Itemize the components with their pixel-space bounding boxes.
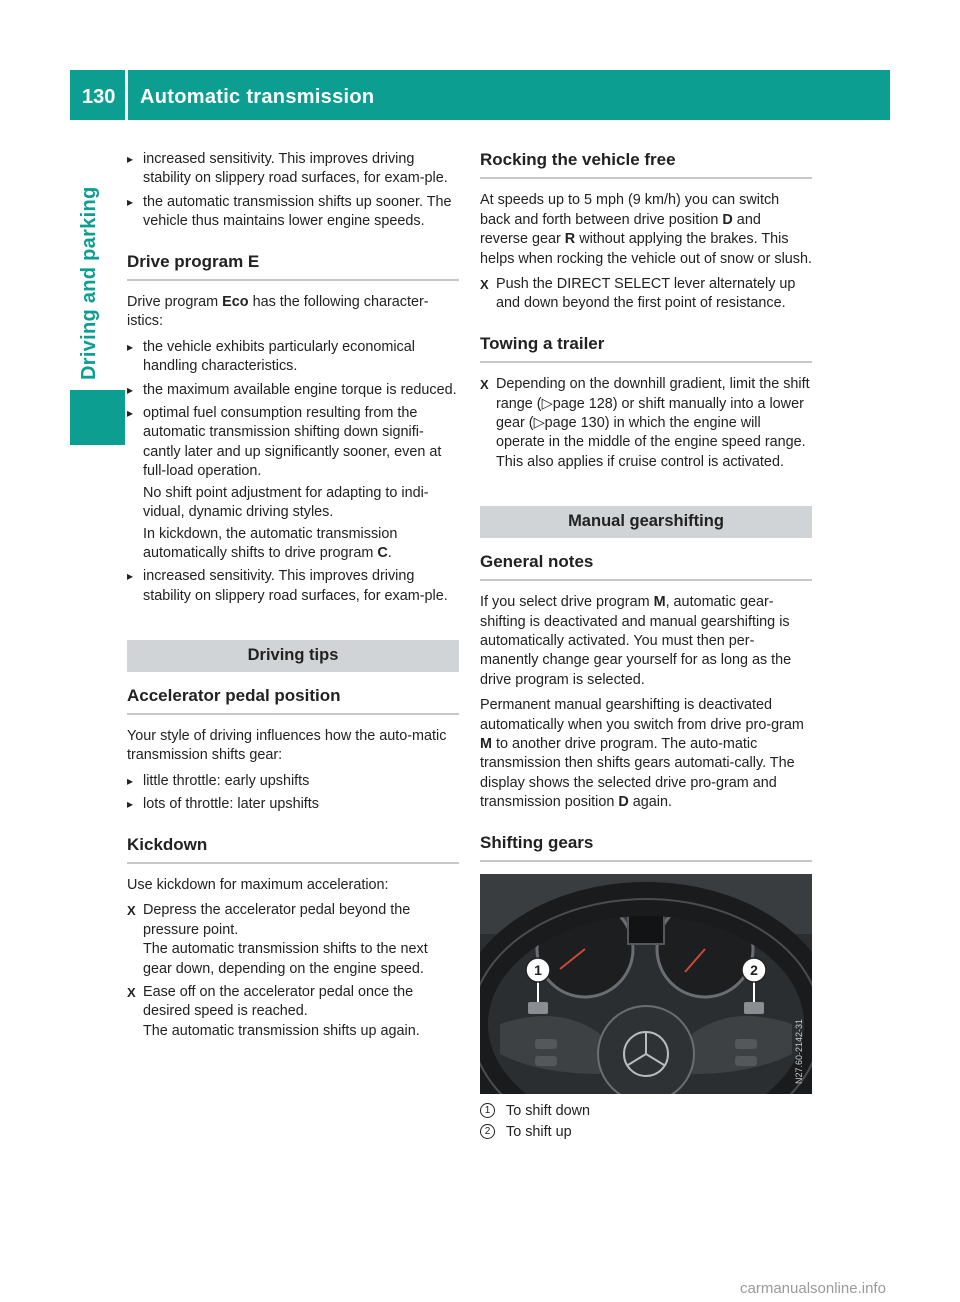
box-heading-driving-tips: Driving tips [127, 640, 459, 671]
paragraph: Use kickdown for maximum acceleration: [127, 876, 389, 893]
page-title: Automatic transmission [140, 86, 375, 108]
paragraph: Drive program Eco has the following character-istics: [127, 294, 429, 330]
list-item: ▸ little throttle: early upshifts [127, 772, 459, 791]
list-item: ▸ the vehicle exhibits particularly economical handling characteristics. [127, 338, 459, 377]
step-result: The automatic transmission shifts to the next gear down, depending on the engine speed. [143, 941, 428, 977]
instruction-step: X Ease off on the accelerator pedal once the desired speed is reached. The automatic transmission shifts up again. [127, 983, 459, 1041]
box-heading-manual-gearshifting: Manual gearshifting [480, 506, 812, 537]
steering-wheel-illustration [480, 874, 812, 1094]
page-ref-arrow-icon: ▷ [533, 415, 545, 432]
list-item: ▸ the automatic transmission shifts up sooner. The vehicle thus maintains lower engine speeds. [127, 193, 459, 232]
section-heading-shifting-gears: Shifting gears [480, 833, 812, 862]
list-item: ▸ the maximum available engine torque is reduced. [127, 381, 459, 400]
side-tab-marker [70, 390, 125, 445]
section-heading-general-notes: General notes [480, 552, 812, 581]
page-reference-link[interactable]: page 128 [552, 395, 613, 412]
page-number: 130 [82, 86, 116, 108]
list-item: ▸ optimal fuel consumption resulting from the automatic transmission shifting down signifi-cantly later and up significantly sooner, even at full-load operation. No shift point adjustment for adapting to indi-vidual, dynamic driving styles. In kickdown, the automatic transmission automatically shifts to drive program C. [127, 404, 459, 563]
list-item: ▸ increased sensitivity. This improves driving stability on slippery road surfaces, for exam-ple. [127, 567, 459, 606]
caption-number: 2 [480, 1124, 495, 1139]
step-result: The automatic transmission shifts up again. [143, 1022, 420, 1039]
callout-1 [526, 958, 550, 982]
caption-number: 1 [480, 1103, 495, 1118]
callout-2 [742, 958, 766, 982]
paragraph: If you select drive program M, automatic gear-shifting is deactivated and manual gearshifting is automatically activated. You must then per-manently change gear yourself for as long as the drive program is selected. [480, 594, 792, 688]
sub-paragraph: In kickdown, the automatic transmission automatically shifts to drive program C. [143, 525, 398, 561]
right-column [480, 150, 812, 1145]
section-heading-drive-program-e: Drive program E [127, 252, 459, 281]
paragraph: Permanent manual gearshifting is deactivated automatically when you switch from drive pro-gram M to another drive program. The auto-matic transmission then shifts gears automati-cally. The display shows the selected drive pro-gram and transmission position D again. [480, 697, 804, 811]
section-heading-towing: Towing a trailer [480, 334, 812, 363]
callout-1-label: 1 [534, 961, 542, 978]
section-heading-rocking: Rocking the vehicle free [480, 150, 812, 179]
sub-paragraph: No shift point adjustment for adapting to indi-vidual, dynamic driving styles. [143, 484, 429, 521]
header-divider [125, 70, 128, 120]
steering-wheel-figure [480, 874, 812, 1094]
section-heading-accelerator: Accelerator pedal position [127, 686, 459, 715]
instruction-step: X Depending on the downhill gradient, limit the shift range (▷page 128) or shift manually into a lower gear (▷page 130) in which the engine will operate in the middle of the engine speed range. This also applies if cruise control is activated. [480, 375, 812, 472]
section-heading-kickdown: Kickdown [127, 835, 459, 864]
section-side-label: Driving and parking [78, 186, 100, 380]
instruction-step: X Depress the accelerator pedal beyond the pressure point. The automatic transmission shifts to the next gear down, depending on the engine speed. [127, 901, 459, 979]
page-reference-link[interactable]: page 130 [544, 415, 605, 432]
left-column [127, 150, 459, 1045]
figure-caption: 2 To shift up [480, 1123, 812, 1142]
paragraph: Your style of driving influences how the auto-matic transmission shifts gear: [127, 727, 447, 764]
instruction-step: X Push the DIRECT SELECT lever alternately up and down beyond the first point of resistance. [480, 275, 812, 314]
callout-2-label: 2 [750, 961, 758, 978]
watermark: carmanualsonline.info [740, 1280, 886, 1297]
list-item: ▸ increased sensitivity. This improves driving stability on slippery road surfaces, for exam-ple. [127, 150, 459, 189]
figure-code: N27.60-2142-31 [794, 1018, 804, 1084]
paragraph: At speeds up to 5 mph (9 km/h) you can switch back and forth between drive position D and reverse gear R without applying the brakes. This helps when rocking the vehicle out of snow or slush. [480, 192, 812, 267]
figure-caption: 1 To shift down [480, 1102, 812, 1121]
list-item: ▸ lots of throttle: later upshifts [127, 795, 459, 814]
page-ref-arrow-icon: ▷ [541, 395, 553, 412]
